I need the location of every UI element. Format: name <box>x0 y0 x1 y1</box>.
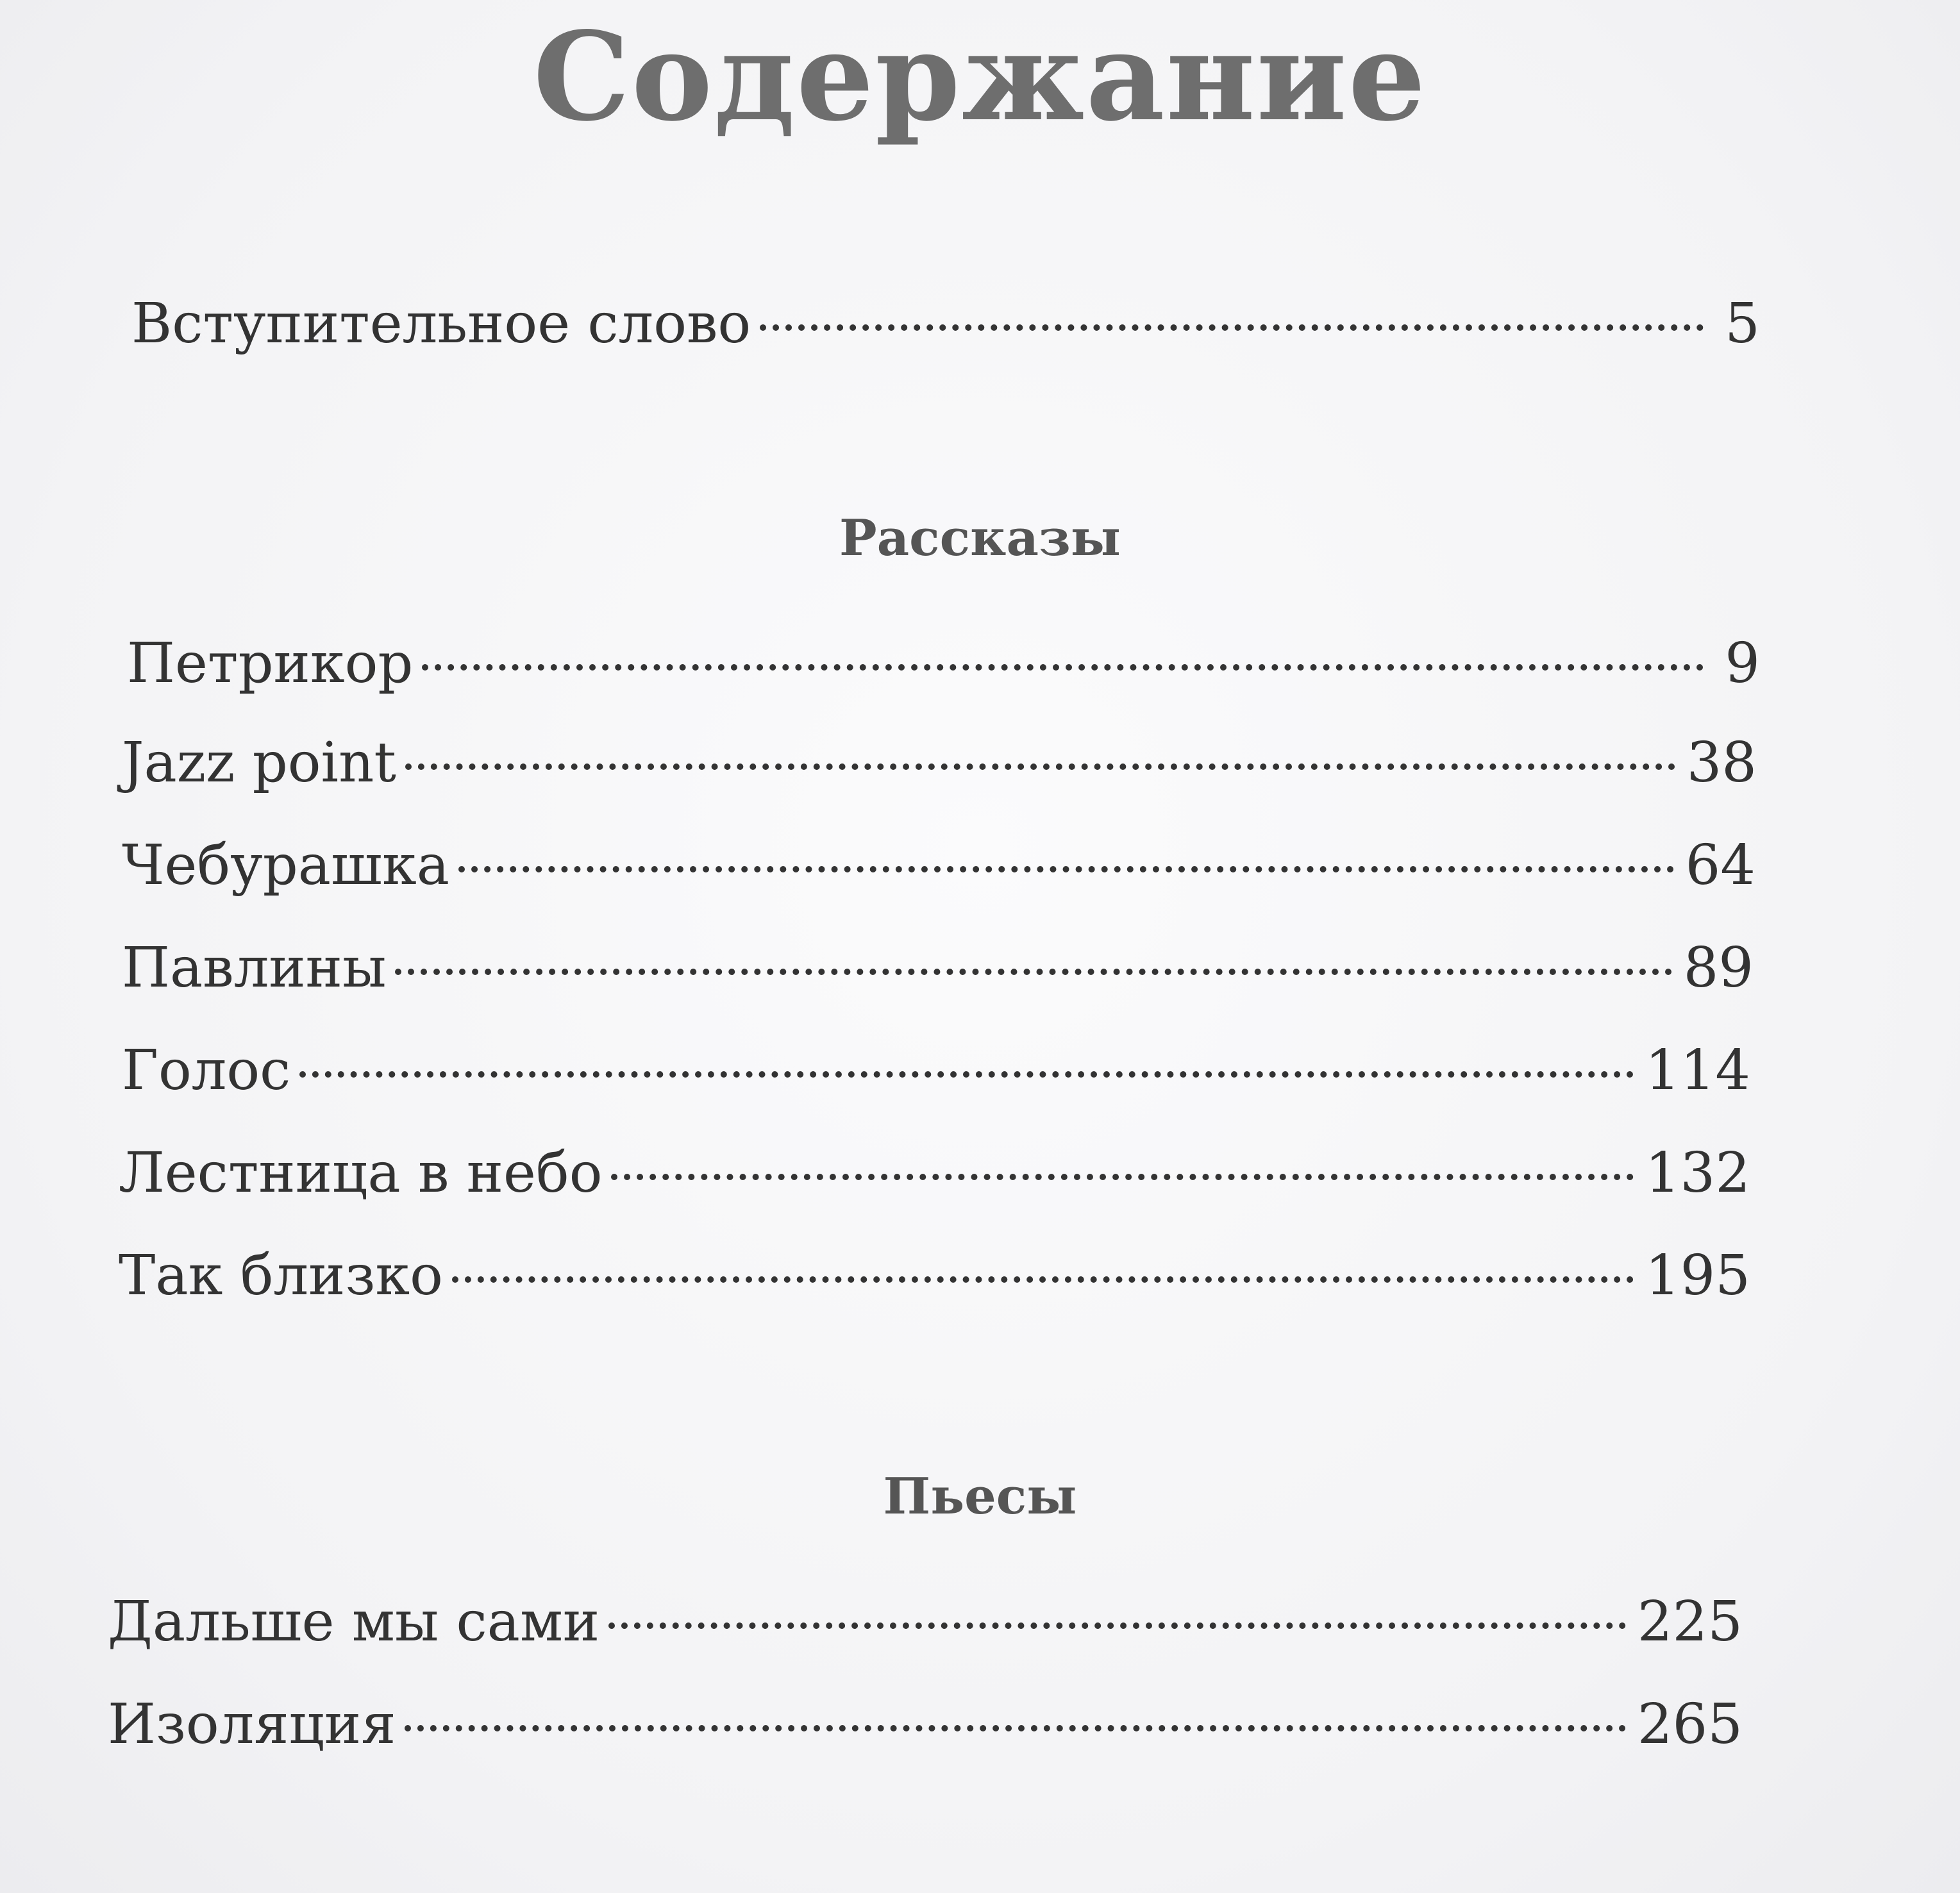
dot-leader <box>452 1276 1634 1283</box>
dot-leader <box>405 763 1675 770</box>
dot-leader <box>608 1622 1626 1629</box>
toc-entry-page: 64 <box>1685 833 1755 897</box>
toc-entry-page: 114 <box>1645 1038 1750 1103</box>
toc-entry <box>122 933 1754 1010</box>
toc-entry-title: Так близко <box>119 1244 443 1308</box>
toc-entry-page: 265 <box>1637 1692 1743 1756</box>
toc-entry <box>122 1035 1750 1112</box>
toc-entry <box>108 1587 1743 1664</box>
dot-leader <box>422 664 1704 671</box>
toc-entry-title: Голос <box>122 1038 291 1103</box>
toc-entry <box>119 1240 1750 1317</box>
toc-entry <box>119 1138 1750 1215</box>
section-heading-stories: Рассказы <box>839 509 1121 567</box>
page-title: Содержание <box>533 5 1427 148</box>
toc-entry-intro <box>131 288 1760 365</box>
dot-leader <box>405 1725 1625 1731</box>
toc-entry-page: 225 <box>1637 1590 1743 1654</box>
toc-entry-title: Вступительное слово <box>131 292 751 356</box>
toc-entry-page: 5 <box>1725 292 1760 356</box>
toc-entry-title: Дальше мы сами <box>108 1590 600 1654</box>
toc-entry-title: Изоляция <box>108 1692 396 1756</box>
toc-entry-title: Чебурашка <box>122 833 450 897</box>
toc-entry-page: 195 <box>1645 1244 1750 1308</box>
toc-entry-page: 38 <box>1686 731 1757 795</box>
toc-entry-title: Павлины <box>122 936 387 1000</box>
toc-entry <box>108 1689 1743 1766</box>
dot-leader <box>395 969 1671 975</box>
toc-entry <box>127 628 1760 705</box>
toc-entry <box>122 728 1757 805</box>
toc-entry-page: 89 <box>1683 936 1754 1000</box>
section-heading-plays: Пьесы <box>883 1467 1077 1526</box>
toc-entry-page: 132 <box>1645 1141 1750 1205</box>
dot-leader <box>299 1071 1634 1078</box>
dot-leader <box>458 866 1674 872</box>
toc-entry-title: Лестница в небо <box>119 1141 603 1205</box>
toc-entry <box>122 830 1755 907</box>
dot-leader <box>611 1174 1633 1180</box>
dot-leader <box>760 324 1704 331</box>
toc-entry-title: Петрикор <box>127 631 414 696</box>
toc-entry-page: 9 <box>1725 631 1760 696</box>
toc-entry-title: Jazz point <box>122 731 396 795</box>
